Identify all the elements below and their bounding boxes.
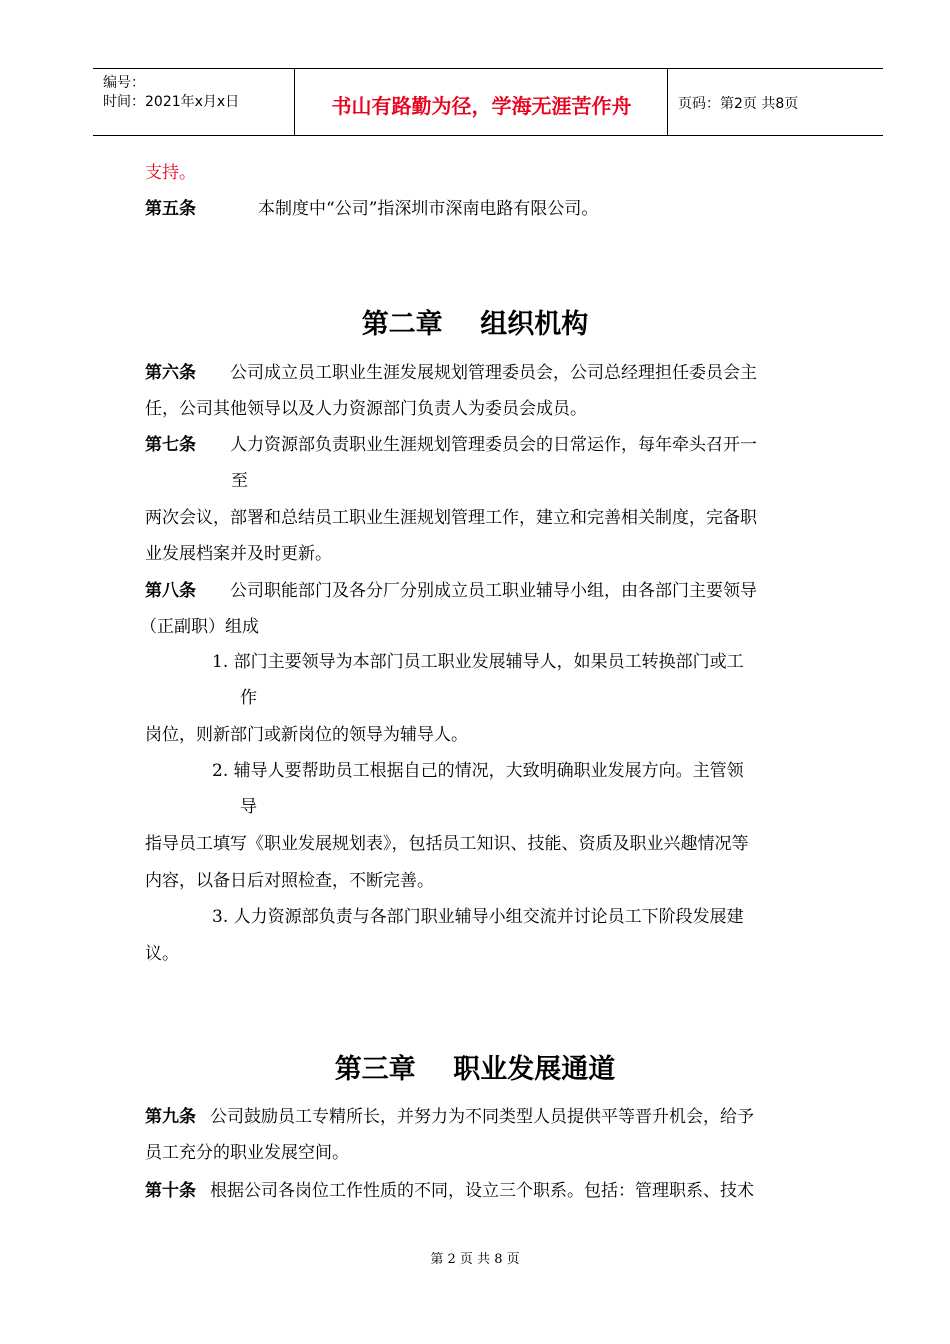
text-line: 岗位，则新部门或新岗位的领导为辅导人。	[145, 725, 468, 745]
document-number: 编号：	[103, 75, 145, 91]
text-line: 指导员工填写《职业发展规划表》，包括员工知识、技能、资质及职业兴趣情况等	[145, 834, 749, 854]
article-10	[145, 1180, 754, 1202]
text-line: 内容，以备日后对照检查，不断完善。	[145, 871, 434, 891]
article-label: 第八条	[145, 581, 196, 601]
header-page-number: 页码：第2页 共8页	[678, 96, 799, 112]
chapter-3-title: 第三章 职业发展通道	[334, 1054, 616, 1085]
text-line: （正副职）组成	[140, 617, 259, 637]
list-item-2: 2. 辅导人要帮助员工根据自己的情况，大致明确职业发展方向。主管领	[212, 761, 744, 781]
paragraph-continuation: 支持。	[145, 163, 196, 183]
text-line: 任，公司其他领导以及人力资源部门负责人为委员会成员。	[145, 399, 587, 419]
list-item-3: 3. 人力资源部负责与各部门职业辅导小组交流并讨论员工下阶段发展建	[212, 907, 744, 927]
article-text: 公司鼓励员工专精所长，并努力为不同类型人员提供平等晋升机会，给予	[210, 1107, 754, 1127]
article-label: 第九条	[145, 1107, 196, 1127]
article-text: 公司职能部门及各分厂分别成立员工职业辅导小组，由各部门主要领导	[230, 581, 757, 601]
article-text: 公司成立员工职业生涯发展规划管理委员会，公司总经理担任委员会主	[230, 363, 757, 383]
text-line: 至	[231, 471, 248, 491]
article-5	[145, 198, 598, 220]
text-line: 两次会议，部署和总结员工职业生涯规划管理工作，建立和完善相关制度，完备职	[145, 508, 757, 528]
article-text: 本制度中“公司”指深圳市深南电路有限公司。	[258, 199, 599, 219]
text-line: 议。	[145, 944, 179, 964]
article-6	[145, 362, 757, 384]
header-motto-cell	[295, 69, 668, 135]
article-7	[145, 434, 757, 456]
text-line: 作	[240, 688, 257, 708]
page-footer: 第 2 页 共 8 页	[430, 1252, 520, 1267]
article-9	[145, 1106, 754, 1128]
article-label: 第五条	[145, 199, 196, 219]
article-label: 第六条	[145, 363, 196, 383]
chapter-2-title: 第二章 组织机构	[361, 309, 589, 340]
article-text: 人力资源部负责职业生涯规划管理委员会的日常运作，每年牵头召开一	[230, 435, 757, 455]
text-line: 员工充分的职业发展空间。	[145, 1143, 349, 1163]
text-line: 导	[240, 797, 257, 817]
document-header	[93, 68, 883, 136]
document-time: 时间：2021年x月x日	[103, 94, 240, 110]
header-info-cell	[93, 69, 295, 135]
list-item-1: 1. 部门主要领导为本部门员工职业发展辅导人，如果员工转换部门或工	[212, 652, 744, 672]
header-motto: 书山有路勤为径，学海无涯苦作舟	[331, 94, 632, 118]
text-line: 业发展档案并及时更新。	[145, 544, 332, 564]
header-page-cell	[668, 69, 883, 135]
article-label: 第十条	[145, 1181, 196, 1201]
article-label: 第七条	[145, 435, 196, 455]
article-text: 根据公司各岗位工作性质的不同，设立三个职系。包括：管理职系、技术	[210, 1181, 754, 1201]
article-8	[145, 580, 757, 602]
